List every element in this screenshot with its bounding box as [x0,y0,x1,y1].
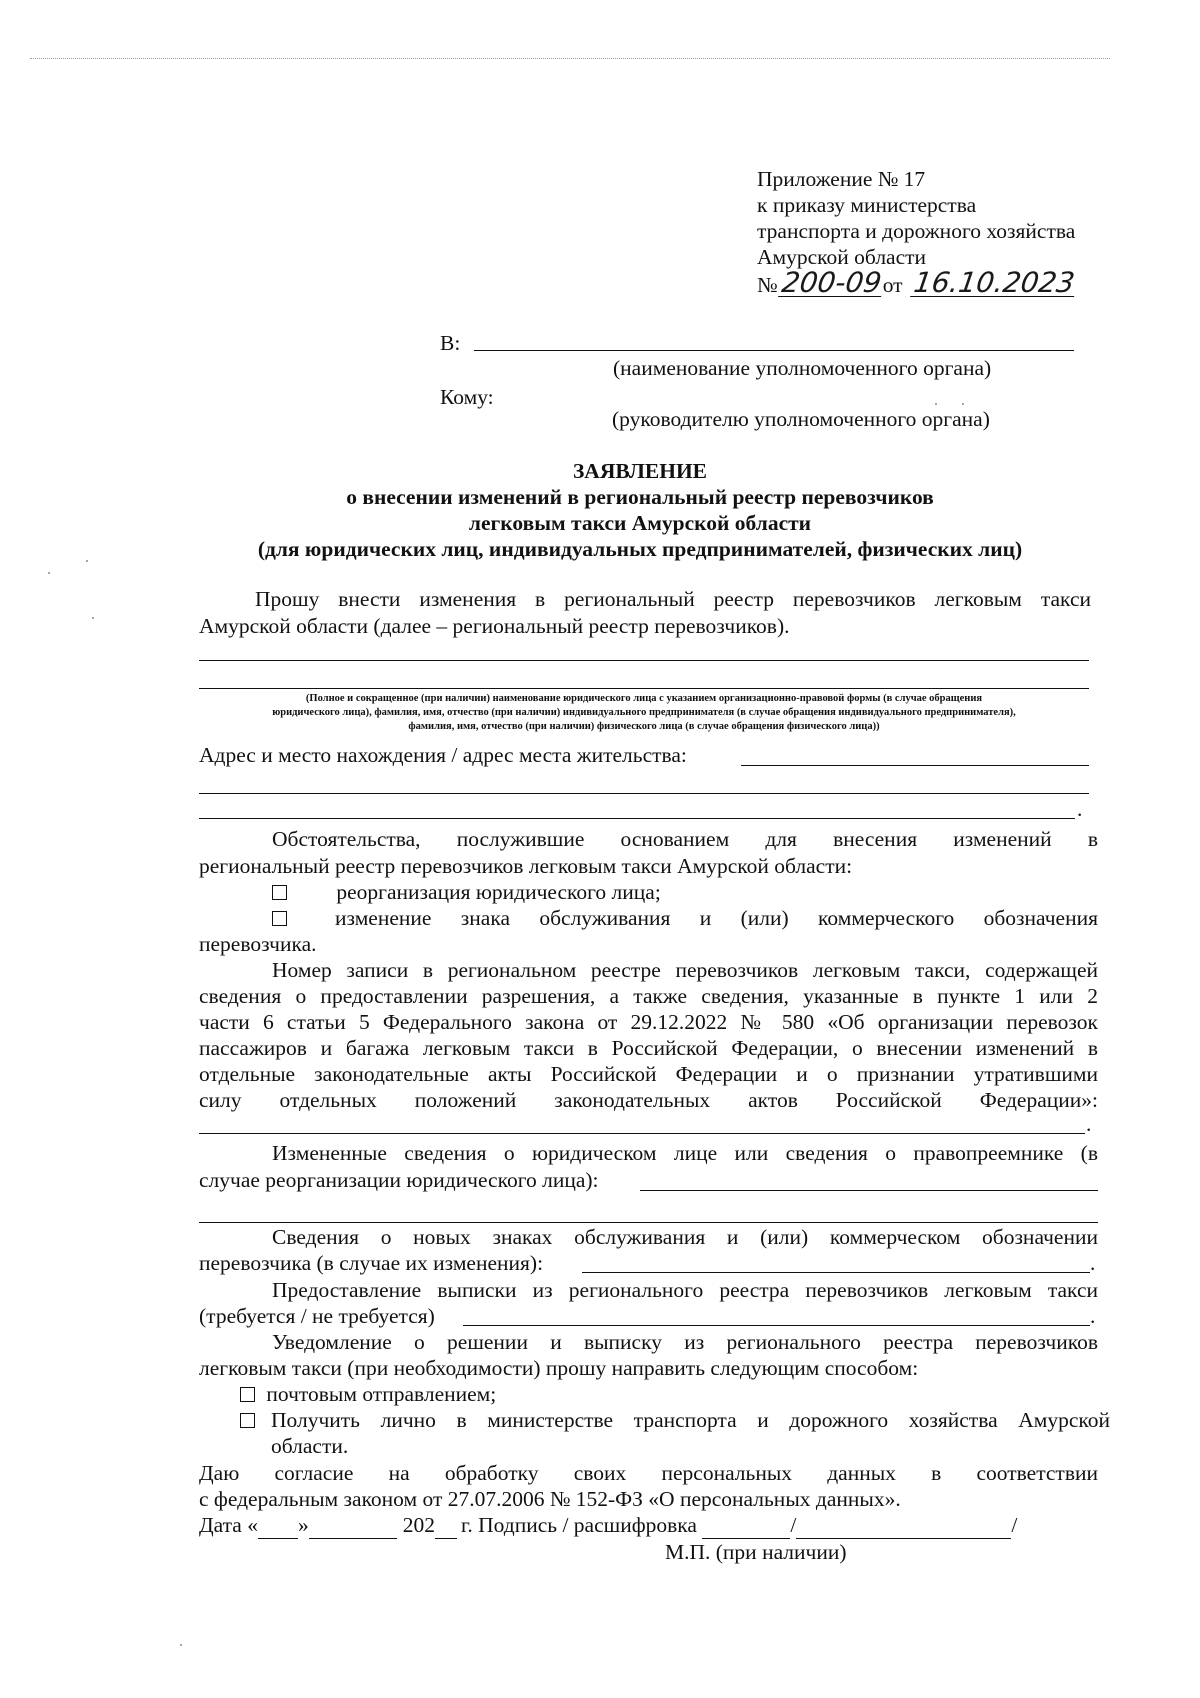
to-hint: (наименование уполномоченного органа) [613,356,992,380]
handwritten-order-date: 16.10.2023 [911,266,1077,299]
consent-line-2: с федеральным законом от 27.07.2006 № 152-ФЗ «О персональных данных». [199,1487,901,1511]
scan-speck [48,572,50,574]
circumstance-option-mark-change[interactable] [272,905,1098,931]
record-period: . [1086,1112,1092,1136]
notify-option-in-person[interactable] [240,1407,1110,1433]
document-subtitle-3: (для юридических лиц, индивидуальных предпринимателей, физических лиц) [257,537,1023,561]
month-field[interactable] [309,1512,397,1539]
record-line-4: пассажиров и багажа легковым такси в Российской Федерации, о внесении изменений в [199,1036,1098,1060]
document-subtitle-2: легковым такси Амурской области [468,511,812,535]
changed-info-line-2: случае реорганизации юридического лица): [199,1168,599,1192]
changed-info-line-a [640,1190,1098,1191]
signature-row [199,1512,1017,1539]
changed-info-line-1: Измененные сведения о юридическом лице или сведения о правопреемнике (в [272,1141,1098,1165]
circumstances-line-1: Обстоятельства, послужившие основанием для внесения изменений в [272,827,1098,851]
whom-label: Кому: [440,385,494,409]
transcript-field[interactable] [796,1512,1011,1539]
marks-line-1: Сведения о новых знаках обслуживания и (или) коммерческом обозначении [272,1225,1098,1249]
record-number-line [199,1133,1085,1134]
address-label: Адрес и место нахождения / адрес места жительства: [199,743,687,767]
stamp-place: М.П. (при наличии) [665,1540,847,1564]
scan-edge-dots [30,58,1110,59]
mark-change-label: изменение знака обслуживания и (или) коммерческого обозначения [335,906,1098,930]
to-label: В: [440,331,461,355]
date-prefix: от [882,273,903,297]
changed-info-line-b [199,1222,1098,1223]
applicant-name-hint-1: (Полное и сокращенное (при наличии) наименование юридического лица с указанием организационно-правовой формы (в случае обращения [305,693,983,704]
date-label: Дата « [199,1513,258,1537]
mail-label: почтовым отправлением; [266,1382,497,1406]
extract-period: . [1090,1304,1096,1328]
marks-period: . [1090,1251,1096,1275]
appendix-line-2: к приказу министерства [757,193,977,217]
in-person-checkbox[interactable] [240,1413,255,1428]
extract-line-1: Предоставление выписки из регионального реестра перевозчиков легковым такси [272,1278,1098,1302]
address-line-2 [199,793,1089,794]
slash-2: / [1011,1513,1018,1537]
number-prefix: № [757,273,778,297]
record-line-2: сведения о предоставлении разрешения, а также сведения, указанные в пункте 1 или 2 [199,984,1098,1008]
notify-line-1: Уведомление о решении и выписку из регионального реестра перевозчиков [272,1330,1098,1354]
record-line-3: части 6 статьи 5 Федерального закона от 29.12.2022 № 580 «Об организации перевозок [199,1010,1098,1034]
applicant-name-line-1 [199,660,1089,661]
scan-speck [935,403,937,405]
mark-change-checkbox[interactable] [272,911,287,926]
scan-speck [86,560,88,562]
applicant-name-hint-2: юридического лица), фамилия, имя, отчество (при наличии) индивидуального предпринимателя (в случае обращения индивидуального предпринимателя), [272,707,1016,718]
quote-close: » [297,1513,309,1537]
request-line-2: Амурской области (далее – региональный реестр перевозчиков). [199,614,790,638]
reorganization-checkbox[interactable] [272,885,287,900]
whom-hint: (руководителю уполномоченного органа) [612,407,990,431]
year-prefix: 202 [402,1513,435,1537]
address-line-1 [741,765,1089,766]
reorganization-label: реорганизация юридического лица; [336,880,661,904]
consent-line-1: Даю согласие на обработку своих персональных данных в соответствии [199,1461,1098,1485]
appendix-line-1: Приложение № 17 [757,167,926,191]
notify-option-mail[interactable] [240,1381,496,1407]
document-subtitle-1: о внесении изменений в региональный реестр перевозчиков [346,485,934,509]
handwritten-order-number: 200-09 [779,266,884,299]
address-line-3 [199,818,1075,819]
signature-field[interactable] [702,1512,790,1539]
applicant-name-line-2 [199,688,1089,689]
year-field[interactable] [435,1512,457,1539]
day-field[interactable] [258,1512,298,1539]
appendix-order-number [757,266,1077,299]
record-line-6: силу отдельных положений законодательных актов Российской Федерации»: [199,1088,1098,1112]
to-field-line [474,350,1074,351]
document-title: ЗАЯВЛЕНИЕ [572,459,708,483]
in-person-label-cont: области. [271,1434,349,1458]
mark-change-label-cont: перевозчика. [199,932,317,956]
marks-line-2: перевозчика (в случае их изменения): [199,1251,544,1275]
scan-speck [962,403,964,405]
record-line-1: Номер записи в региональном реестре перевозчиков легковым такси, содержащей [272,958,1098,982]
record-line-5: отдельные законодательные акты Российской Федерации и о признании утратившими [199,1062,1098,1086]
circumstance-option-reorganization[interactable] [272,879,661,905]
appendix-line-4: Амурской области [757,245,927,269]
circumstances-line-2: региональный реестр перевозчиков легковым такси Амурской области: [199,854,853,878]
appendix-line-3: транспорта и дорожного хозяйства [757,219,1076,243]
mail-checkbox[interactable] [240,1387,255,1402]
in-person-label: Получить лично в министерстве транспорта и дорожного хозяйства Амурской [271,1408,1110,1432]
signature-label: г. Подпись / расшифровка [460,1513,697,1537]
extract-field-line [463,1325,1090,1326]
notify-line-2: легковым такси (при необходимости) прошу направить следующим способом: [199,1356,919,1380]
marks-field-line [582,1272,1090,1273]
scan-speck [180,1644,182,1646]
applicant-name-hint-3: фамилия, имя, отчество (при наличии) физического лица (в случае обращения физического лица)) [408,721,880,732]
address-period: . [1077,797,1083,821]
scan-speck [92,617,94,619]
request-line-1: Прошу внести изменения в региональный реестр перевозчиков легковым такси [255,587,1091,611]
slash-1: / [790,1513,797,1537]
extract-line-2: (требуется / не требуется) [199,1304,435,1328]
